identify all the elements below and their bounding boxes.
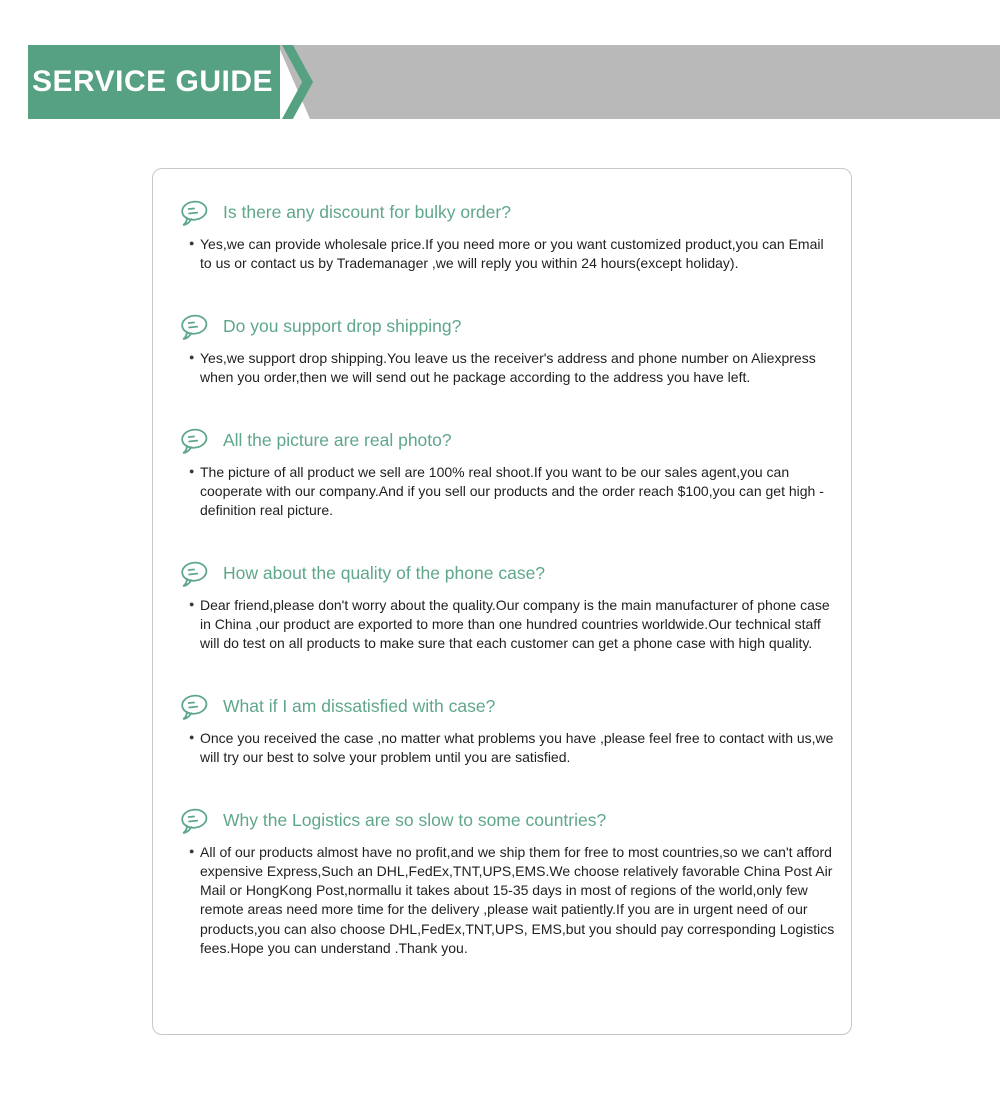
- faq-question-row: [153, 807, 851, 834]
- faq-answer: [189, 596, 839, 653]
- faq-question: What if I am dissatisfied with case?: [223, 696, 496, 717]
- faq-answer: [189, 349, 839, 387]
- faq-item: [153, 693, 851, 767]
- faq-answer: [189, 235, 839, 273]
- faq-question-row: [153, 427, 851, 454]
- faq-item: [153, 199, 851, 273]
- faq-question: How about the quality of the phone case?: [223, 563, 546, 584]
- bullet-dot: ●: [189, 846, 195, 857]
- faq-item: [153, 313, 851, 387]
- faq-answer: [189, 843, 839, 957]
- faq-question: Do you support drop shipping?: [223, 316, 462, 337]
- speech-bubble-icon: [178, 426, 212, 456]
- faq-item: [153, 560, 851, 653]
- faq-answer-text: Yes,we can provide wholesale price.If you need more or you want customized product,you can Email to us or contact us by Trademanager ,we will reply you within 24 hours(except holiday).: [200, 236, 824, 272]
- faq-question: Why the Logistics are so slow to some countries?: [223, 810, 607, 831]
- speech-bubble-icon: [178, 559, 212, 589]
- service-guide-banner: [0, 45, 1000, 119]
- banner-gray-strip: [252, 45, 1000, 119]
- faq-answer-text: The picture of all product we sell are 100% real shoot.If you want to be our sales agent,you can cooperate with our company.And if you sell our products and the order reach $100,you can get high -definition real picture.: [200, 464, 824, 519]
- faq-answer-text: Once you received the case ,no matter what problems you have ,please feel free to contact with us,we will try our best to solve your problem until you are satisfied.: [200, 730, 834, 766]
- faq-question: Is there any discount for bulky order?: [223, 202, 511, 222]
- faq-list: [153, 199, 851, 958]
- faq-question-row: [153, 313, 851, 340]
- faq-question-row: [153, 693, 851, 720]
- speech-bubble-icon: [178, 806, 212, 836]
- bullet-dot: ●: [189, 352, 195, 363]
- bullet-dot: ●: [189, 732, 195, 743]
- faq-question-row: [153, 199, 851, 226]
- faq-answer-text: Dear friend,please don't worry about the quality.Our company is the main manufacturer of phone case in China ,our product are exported to more than one hundred countries worldwide.Our technical staff will do test on all products to make sure that each customer can get a phone case with high quality.: [200, 597, 830, 652]
- speech-bubble-icon: [178, 197, 212, 227]
- banner-title: SERVICE GUIDE: [32, 65, 274, 98]
- speech-bubble-icon: [178, 312, 212, 342]
- faq-card: [152, 168, 852, 1035]
- faq-question-row: [153, 560, 851, 587]
- faq-answer: [189, 463, 839, 520]
- faq-answer-text: All of our products almost have no profit,and we ship them for free to most countries,so we can't afford expensive Express,Such an DHL,FedEx,TNT,UPS,EMS.We choose relatively favorable China Post Air Mail or HongKong Post,normallu it takes about 15-35 days in most of regions of the world,only few remote areas need more time for the delivery ,please wait patiently.If you are in urgent need of our products,you can also choose DHL,FedEx,TNT,UPS, EMS,but you should pay corresponding Logistics fees.Hope you can understand .Thank you.: [200, 844, 835, 956]
- bullet-dot: ●: [189, 238, 195, 248]
- faq-item: [153, 427, 851, 520]
- faq-item: [153, 807, 851, 957]
- banner-green-label: [28, 45, 280, 119]
- faq-answer: [189, 729, 839, 767]
- faq-answer-text: Yes,we support drop shipping.You leave us the receiver's address and phone number on Aliexpress when you order,then we will send out he package according to the address you have left.: [200, 350, 816, 386]
- faq-question: All the picture are real photo?: [223, 430, 452, 451]
- bullet-dot: ●: [189, 599, 195, 610]
- bullet-dot: ●: [189, 466, 195, 477]
- speech-bubble-icon: [178, 692, 212, 722]
